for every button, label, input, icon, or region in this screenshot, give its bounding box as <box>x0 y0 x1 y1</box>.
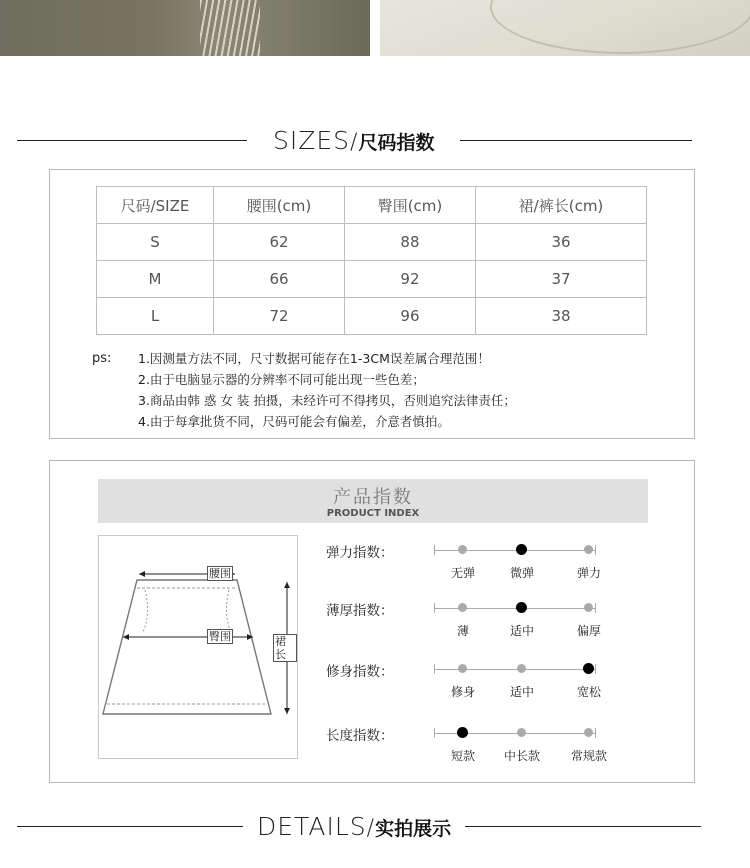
index-option-label: 短款 <box>450 749 476 763</box>
product-index-banner <box>98 479 648 523</box>
sizes-section-title <box>0 126 750 155</box>
index-option-label: 中长款 <box>503 749 541 763</box>
index-track-cap <box>434 664 435 674</box>
index-track-cap <box>434 603 435 613</box>
length-label: 裙长 <box>273 634 297 662</box>
index-dot <box>458 664 467 673</box>
size-table-cell: 96 <box>344 298 475 335</box>
skirt-measurement-diagram <box>98 535 298 759</box>
product-index-panel <box>49 460 695 783</box>
sizes-title-en: SIZES <box>273 126 351 155</box>
sizes-title-cn: 尺码指数 <box>358 132 435 154</box>
index-option-label: 弹力 <box>576 566 602 580</box>
size-table-cell: 37 <box>475 261 646 298</box>
product-index-title-en: PRODUCT INDEX <box>326 508 420 519</box>
size-table-cell: 36 <box>475 224 646 261</box>
index-row-label: 薄厚指数： <box>326 603 394 619</box>
product-photo-left <box>0 0 370 56</box>
index-option-label: 薄 <box>456 624 470 638</box>
size-table-cell: S <box>97 224 214 261</box>
size-table-cell: 38 <box>475 298 646 335</box>
hip-label: 臀围 <box>209 630 231 643</box>
size-table <box>96 186 647 335</box>
sizes-title-separator: / <box>350 130 359 155</box>
details-title-cn: 实拍展示 <box>375 818 452 840</box>
size-table-cell: 88 <box>344 224 475 261</box>
index-option-label: 适中 <box>509 685 535 699</box>
index-row <box>326 660 646 700</box>
index-row <box>326 724 646 764</box>
size-table-header-row <box>97 187 647 224</box>
index-dot <box>458 545 467 554</box>
size-table-header: 腰围(cm) <box>214 187 345 224</box>
index-dot <box>584 603 593 612</box>
index-option-label: 常规款 <box>570 749 608 763</box>
index-track-cap <box>434 728 435 738</box>
index-option-label: 适中 <box>509 624 535 638</box>
index-dot-selected <box>516 602 527 613</box>
size-table-cell: 92 <box>344 261 475 298</box>
note-line: 2.由于电脑显示器的分辨率不同可能出现一些色差； <box>138 372 425 387</box>
details-section-title <box>0 812 750 841</box>
size-table-cell: 66 <box>214 261 345 298</box>
index-row-label: 弹力指数： <box>326 545 394 561</box>
index-dot <box>458 603 467 612</box>
size-table-header: 裙/裤长(cm) <box>475 187 646 224</box>
index-track-cap <box>595 728 596 738</box>
index-track-cap <box>434 545 435 555</box>
index-option-label: 宽松 <box>576 685 602 699</box>
index-row <box>326 541 646 581</box>
product-photo-right <box>380 0 750 56</box>
index-dot <box>517 728 526 737</box>
note-line: 3.商品由韩 惑 女 装 拍摄，未经许可不得拷贝，否则追究法律责任； <box>138 393 516 408</box>
index-dot-selected <box>583 663 594 674</box>
product-index-title-cn: 产品指数 <box>333 487 413 508</box>
size-table-row <box>97 224 647 261</box>
index-row-label: 修身指数： <box>326 664 394 680</box>
index-dot-selected <box>516 544 527 555</box>
size-table-cell: 72 <box>214 298 345 335</box>
details-title-separator: / <box>366 816 376 841</box>
notes-prefix: ps: <box>92 351 112 366</box>
index-dot <box>584 545 593 554</box>
index-track-cap <box>595 603 596 613</box>
details-title-en: DETAILS <box>257 812 367 841</box>
size-table-cell: M <box>97 261 214 298</box>
index-option-label: 微弹 <box>509 566 535 580</box>
waist-label: 腰围 <box>209 567 231 580</box>
size-table-row <box>97 298 647 335</box>
index-option-label: 无弹 <box>450 566 476 580</box>
note-line: 4.由于每拿批货不同，尺码可能会有偏差，介意者慎拍。 <box>138 414 450 429</box>
size-table-cell: 62 <box>214 224 345 261</box>
note-line: 1.因测量方法不同，尺寸数据可能存在1-3CM误差属合理范围！ <box>138 351 490 366</box>
size-table-row <box>97 261 647 298</box>
size-chart-panel <box>49 169 695 439</box>
index-row <box>326 599 646 639</box>
index-option-label: 偏厚 <box>576 624 602 638</box>
index-track-cap <box>595 664 596 674</box>
index-dot <box>584 728 593 737</box>
skirt-outline-icon <box>99 536 297 758</box>
index-row-label: 长度指数： <box>326 728 394 744</box>
size-table-cell: L <box>97 298 214 335</box>
index-track-cap <box>595 545 596 555</box>
size-table-header: 尺码/SIZE <box>97 187 214 224</box>
index-dot <box>517 664 526 673</box>
size-table-header: 臀围(cm) <box>344 187 475 224</box>
index-option-label: 修身 <box>450 685 476 699</box>
index-dot-selected <box>457 727 468 738</box>
